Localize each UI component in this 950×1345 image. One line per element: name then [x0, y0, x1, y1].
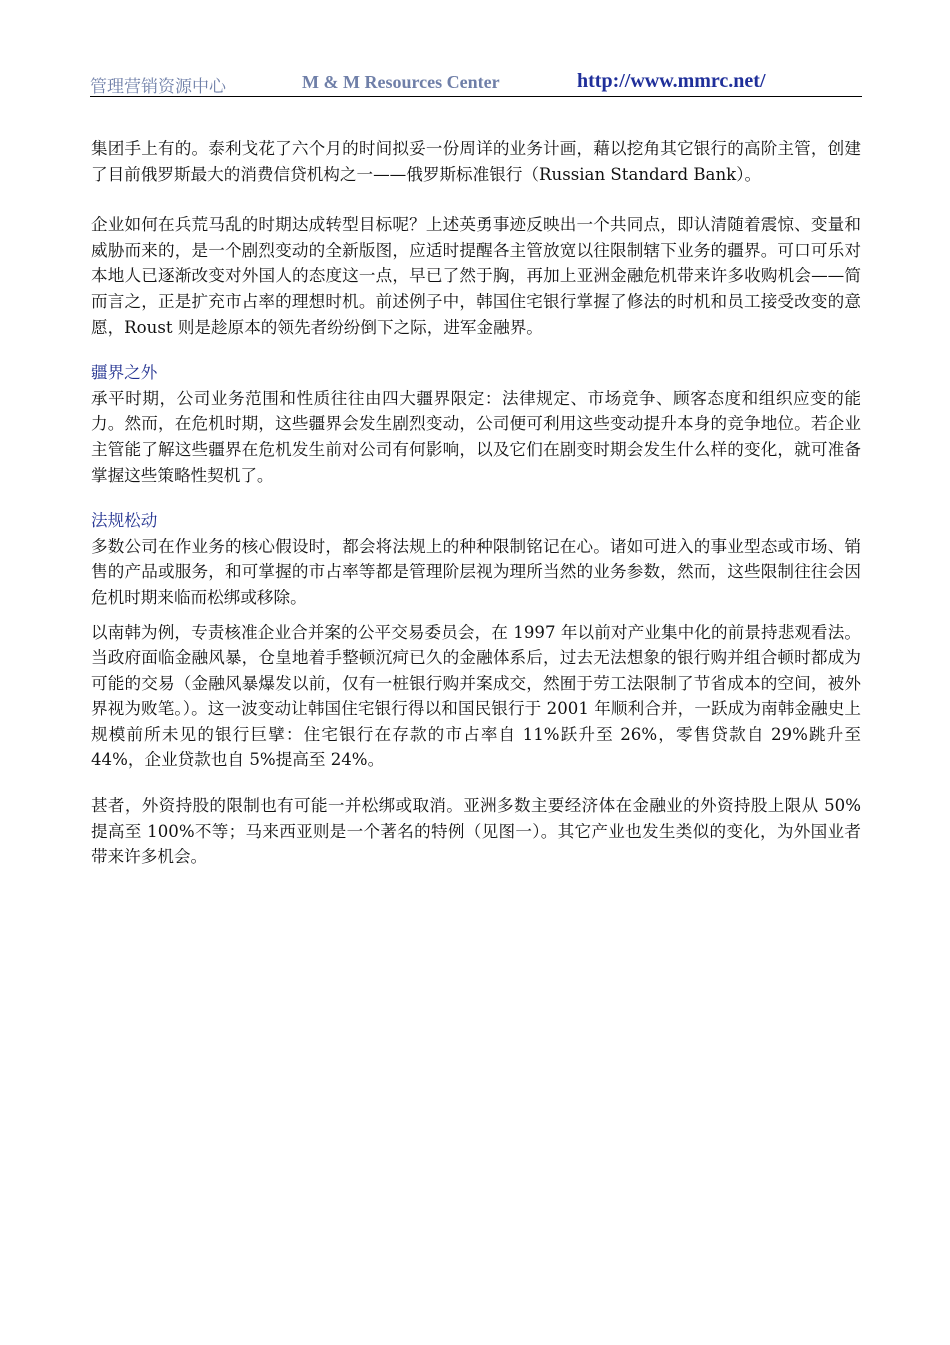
paragraph-2: 企业如何在兵荒马乱的时期达成转型目标呢？上述英勇事迹反映出一个共同点，即认清随着震惊、变量和威胁而来的，是一个剧烈变动的全新版图，应适时提醒各主管放宽以往限制辖下业务的疆界。可口可乐对本地人已逐渐改变对外国人的态度这一点，早已了然于胸，再加上亚洲金融危机带来许多收购机会——简而言之，正是扩充市占率的理想时机。前述例子中，韩国住宅银行掌握了修法的时机和员工接受改变的意愿，Roust 则是趁原本的领先者纷纷倒下之际，进军金融界。: [91, 215, 861, 337]
header-url-link[interactable]: http://www.mmrc.net/: [577, 70, 766, 92]
paragraph-1: 集团手上有的。泰利戈花了六个月的时间拟妥一份周详的业务计画，藉以挖角其它银行的高阶主管，创建了目前俄罗斯最大的消费信贷机构之一——俄罗斯标准银行（Russian Standard Bank）。: [91, 139, 861, 184]
paragraph-4: 多数公司在作业务的核心假设时，都会将法规上的种种限制铭记在心。诸如可进入的事业型态或市场、销售的产品或服务，和可掌握的市占率等都是管理阶层视为理所当然的业务参数，然而，这些限制往往会因危机时期来临而松绑或移除。: [91, 536, 861, 607]
page-header: [90, 68, 862, 97]
paragraph-3: 承平时期，公司业务范围和性质往往由四大疆界限定：法律规定、市场竞争、顾客态度和组织应变的能力。然而，在危机时期，这些疆界会发生剧烈变动，公司便可利用这些变动提升本身的竞争地位。若企业主管能了解这些疆界在危机发生前对公司有何影响，以及它们在剧变时期会发生什么样的变化，就可准备掌握这些策略性契机了。: [91, 388, 861, 485]
paragraph-6: 甚者，外资持股的限制也有可能一并松绑或取消。亚洲多数主要经济体在金融业的外资持股上限从 50%提高至 100%不等；马来西亚则是一个著名的特例（见图一）。其它产业也发生类似的变化，为外国业者带来许多机会。: [91, 796, 861, 867]
article-body: [91, 136, 861, 870]
section-heading-beyond-boundaries: 疆界之外: [91, 363, 158, 383]
header-english-title: M & M Resources Center: [302, 72, 500, 92]
section-heading-regulation-loosening: 法规松动: [91, 511, 158, 531]
paragraph-5: 以南韩为例，专责核准企业合并案的公平交易委员会，在 1997 年以前对产业集中化的前景持悲观看法。当政府面临金融风暴，仓皇地着手整顿沉疴已久的金融体系后，过去无法想象的银行购并组合顿时都成为可能的交易（金融风暴爆发以前，仅有一桩银行购并案成交，然囿于劳工法限制了节省成本的空间，被外界视为败笔。）。这一波变动让韩国住宅银行得以和国民银行于 2001 年顺利合并，一跃成为南韩金融史上规模前所未见的银行巨擘：住宅银行在存款的市占率自 11%跃升至 26%，零售贷款自 29%跳升至 44%，企业贷款也自 5%提高至 24%。: [91, 622, 861, 770]
header-chinese-title: 管理营销资源中心: [90, 77, 226, 97]
